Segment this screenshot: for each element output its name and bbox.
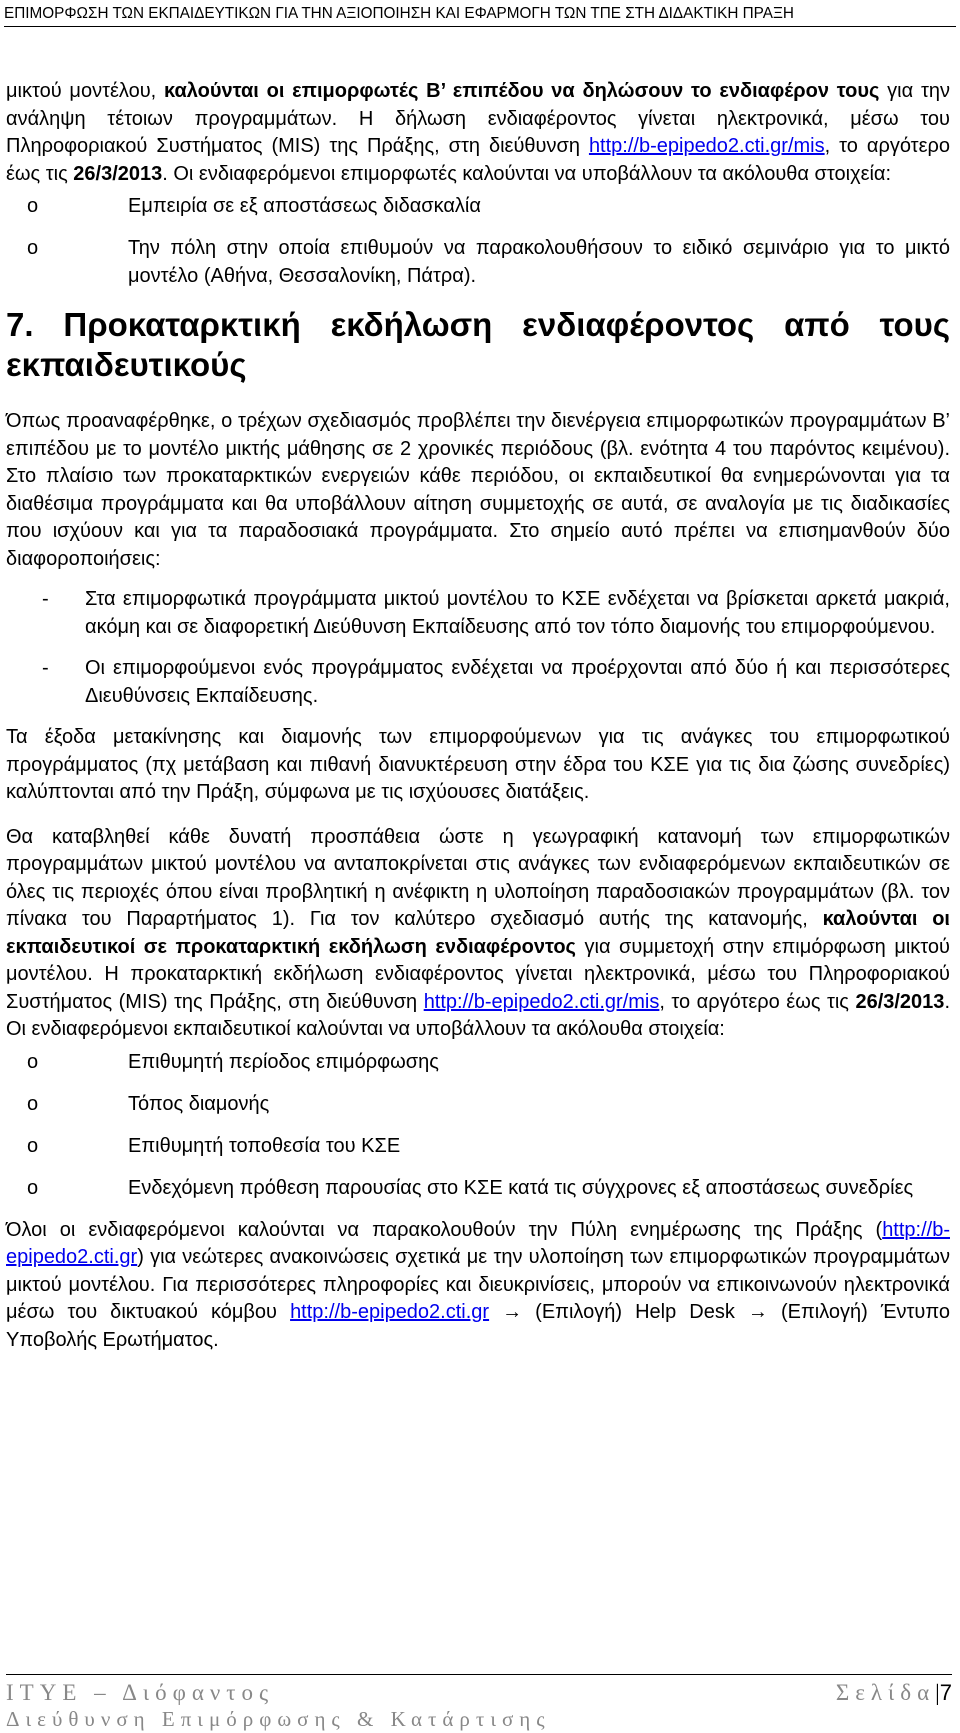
bullet: o [27, 1050, 39, 1073]
deadline-date: 26/3/2013 [73, 162, 163, 185]
text-run: Όλοι οι ενδιαφερόμενοι καλούνται να παρακολουθούν την Πύλη ενημέρωσης της Πράξης ( [6, 1218, 883, 1241]
footer-page-label [836, 1679, 952, 1706]
list-item [6, 586, 950, 641]
paragraph-geographic-distribution [6, 824, 950, 1044]
section-heading: 7. Προκαταρκτική εκδήλωση ενδιαφέροντος από τους εκπαιδευτικούς [6, 306, 950, 383]
list-item-text: Επιθυμητή τοποθεσία του ΚΣΕ [128, 1134, 401, 1157]
bold-text-run: καλούνται οι εκπαιδευτικοί σε προκαταρκτική εκδήλωση ενδιαφέροντος [6, 908, 950, 958]
mis-link[interactable]: http://b-epipedo2.cti.gr/mis [423, 990, 660, 1013]
page-separator: | [935, 1680, 940, 1705]
text-run: . Οι ενδιαφερόμενοι εκπαιδευτικοί καλούνται να υποβάλλουν τα ακόλουθα στοιχεία: [6, 990, 950, 1040]
text-run: , το αργότερο έως τις [659, 990, 856, 1013]
list-item [6, 1049, 950, 1077]
paragraph-contact-info [6, 1217, 950, 1355]
portal-link[interactable]: http://b-epipedo2.cti.gr [6, 1218, 950, 1268]
list-item-text: Την πόλη στην οποία επιθυμούν να παρακολουθήσουν το ειδικό σεμινάριο για το μικτό μοντέλο (Αθήνα, Θεσσαλονίκη, Πάτρα). [128, 237, 950, 287]
bullet: o [27, 237, 39, 259]
trainer-requirements-list [6, 193, 950, 290]
bullet: o [27, 1176, 39, 1199]
list-item [6, 1175, 950, 1203]
mis-link[interactable]: http://b-epipedo2.cti.gr/mis [588, 135, 825, 157]
bullet: - [42, 657, 49, 679]
differentiations-list [6, 586, 950, 710]
bold-text-run: καλούνται οι επιμορφωτές Β’ επιπέδου να δηλώσουν το ενδιαφέρον τους [163, 80, 880, 102]
list-item-text: Τόπος διαμονής [128, 1092, 270, 1115]
bullet: - [42, 588, 49, 610]
bullet: o [27, 1134, 39, 1157]
teacher-requirements-list [6, 1049, 950, 1203]
list-item-text: Ενδεχόμενη πρόθεση παρουσίας στο ΚΣΕ κατά τις σύγχρονες εξ αποστάσεως συνεδρίες [128, 1176, 914, 1199]
list-item [6, 193, 950, 221]
helpdesk-link[interactable]: http://b-epipedo2.cti.gr [290, 1301, 490, 1323]
list-item [6, 1091, 950, 1119]
list-item-text: Στα επιμορφωτικά προγράμματα μικτού μοντέλου το ΚΣΕ ενδέχεται να βρίσκεται αρκετά μακριά, ακόμη και σε διαφορετική Διεύθυνση Εκπαίδευσης από τον τόπο διαμονής του επιμορφούμενου. [85, 588, 950, 638]
list-item-text: Επιθυμητή περίοδος επιμόρφωσης [128, 1050, 439, 1073]
paragraph-call-for-trainers [6, 78, 950, 188]
bullet: o [27, 1092, 39, 1115]
list-item [6, 1133, 950, 1161]
page-header: ΕΠΙΜΟΡΦΩΣΗ ΤΩΝ ΕΚΠΑΙΔΕΥΤΙΚΩΝ ΓΙΑ ΤΗΝ ΑΞΙΟΠΟΙΗΣΗ ΚΑΙ ΕΦΑΡΜΟΓΗ ΤΩΝ ΤΠΕ ΣΤΗ ΔΙΔΑΚΤΙΚΗ ΠΡΑΞΗ [4, 4, 956, 27]
footer-row [6, 1679, 952, 1706]
page-label: Σελίδα [835, 1680, 936, 1705]
page-number: 7 [939, 1680, 952, 1705]
deadline-date: 26/3/2013 [855, 990, 945, 1013]
list-item [6, 655, 950, 710]
footer-department: Διεύθυνση Επιμόρφωσης & Κατάρτισης [6, 1707, 551, 1731]
page-content [6, 78, 950, 1354]
text-run: , το αργότερο έως τις [6, 135, 950, 185]
page-footer [6, 1674, 952, 1733]
text-run: για την ανάληψη τέτοιων προγραμμάτων. Η δήλωση ενδιαφέροντος γίνεται ηλεκτρονικά, μέσω του Πληροφοριακού Συστήματος (MIS) της Πράξης, στη διεύθυνση [6, 80, 950, 157]
bullet: o [27, 195, 39, 217]
list-item [6, 235, 950, 290]
text-run: μικτού μοντέλου, [6, 80, 164, 102]
footer-organization: ΙΤΥΕ – Διόφαντος [6, 1680, 275, 1705]
text-run: για συμμετοχή στην επιμόρφωση μικτού μοντέλου. Η προκαταρκτική εκδήλωση ενδιαφέροντος γίνεται ηλεκτρονικά, μέσω του Πληροφοριακού Συστήματος (MIS) της Πράξης, στη διεύθυνση [6, 935, 950, 1013]
paragraph-preliminary-actions: Όπως προαναφέρθηκε, ο τρέχων σχεδιασμός προβλέπει την διενέργεια επιμορφωτικών προγραμμάτων Β’ επιπέδου με το μοντέλο μικτής μάθησης σε 2 χρονικές περιόδους (βλ. ενότητα 4 του παρόντος κειμένου). Στο πλαίσιο των προκαταρκτικών ενεργειών κάθε περιόδου, οι εκπαιδευτικοί θα ενημερώνονται για τα διαθέσιμα προγράμματα και θα υποβάλλουν αίτηση συμμετοχής σε αυτά, σε αναλογία με τις διαδικασίες που ισχύουν και για τα παραδοσιακά προγράμματα. Στο σημείο αυτό πρέπει να επισημανθούν δύο διαφοροποιήσεις: [6, 410, 950, 570]
text-run: Θα καταβληθεί κάθε δυνατή προσπάθεια ώστε η γεωγραφική κατανομή των επιμορφωτικών προγραμμάτων μικτού μοντέλου να ανταποκρίνεται στις ανάγκες των ενδιαφερόμενων εκπαιδευτικών σε όλες τις περιοχές όπου είναι προβλητική η ανέφικτη η υλοποίηση παραδοσιακών προγραμμάτων (βλ. τον πίνακα του Παραρτήματος 1). Για τον καλύτερο σχεδιασμό αυτής της κατανομής, [6, 825, 950, 930]
paragraph-expenses: Τα έξοδα μετακίνησης και διαμονής των επιμορφούμενων για τις ανάγκες του επιμορφωτικού προγράμματος (πχ μετάβαση και πιθανή διανυκτέρευση στην έδρα του ΚΣΕ για τις δια ζώσης συνεδρίες) καλύπτονται από την Πράξη, σύμφωνα με τις ισχύουσες διατάξεις. [6, 726, 950, 803]
text-run: ) για νεώτερες ανακοινώσεις σχετικά με την υλοποίηση των επιμορφωτικών προγραμμάτων μικτού μοντέλου. Για περισσότερες πληροφορίες και διευκρινίσεις, μπορούν να επικοινωνούν ηλεκτρονικά μέσω του δικτυακού κόμβου [6, 1246, 950, 1323]
text-run: . Οι ενδιαφερόμενοι επιμορφωτές καλούνται να υποβάλλουν τα ακόλουθα στοιχεία: [162, 162, 892, 185]
list-item-text: Οι επιμορφούμενοι ενός προγράμματος ενδέχεται να προέρχονται από δύο ή και περισσότερες Διευθύνσεις Εκπαίδευσης. [85, 657, 950, 707]
text-run: → (Επιλογή) Help Desk → (Επιλογή) Έντυπο Υποβολής Ερωτήματος. [6, 1301, 951, 1351]
list-item-text: Εμπειρία σε εξ αποστάσεως διδασκαλία [128, 195, 481, 217]
